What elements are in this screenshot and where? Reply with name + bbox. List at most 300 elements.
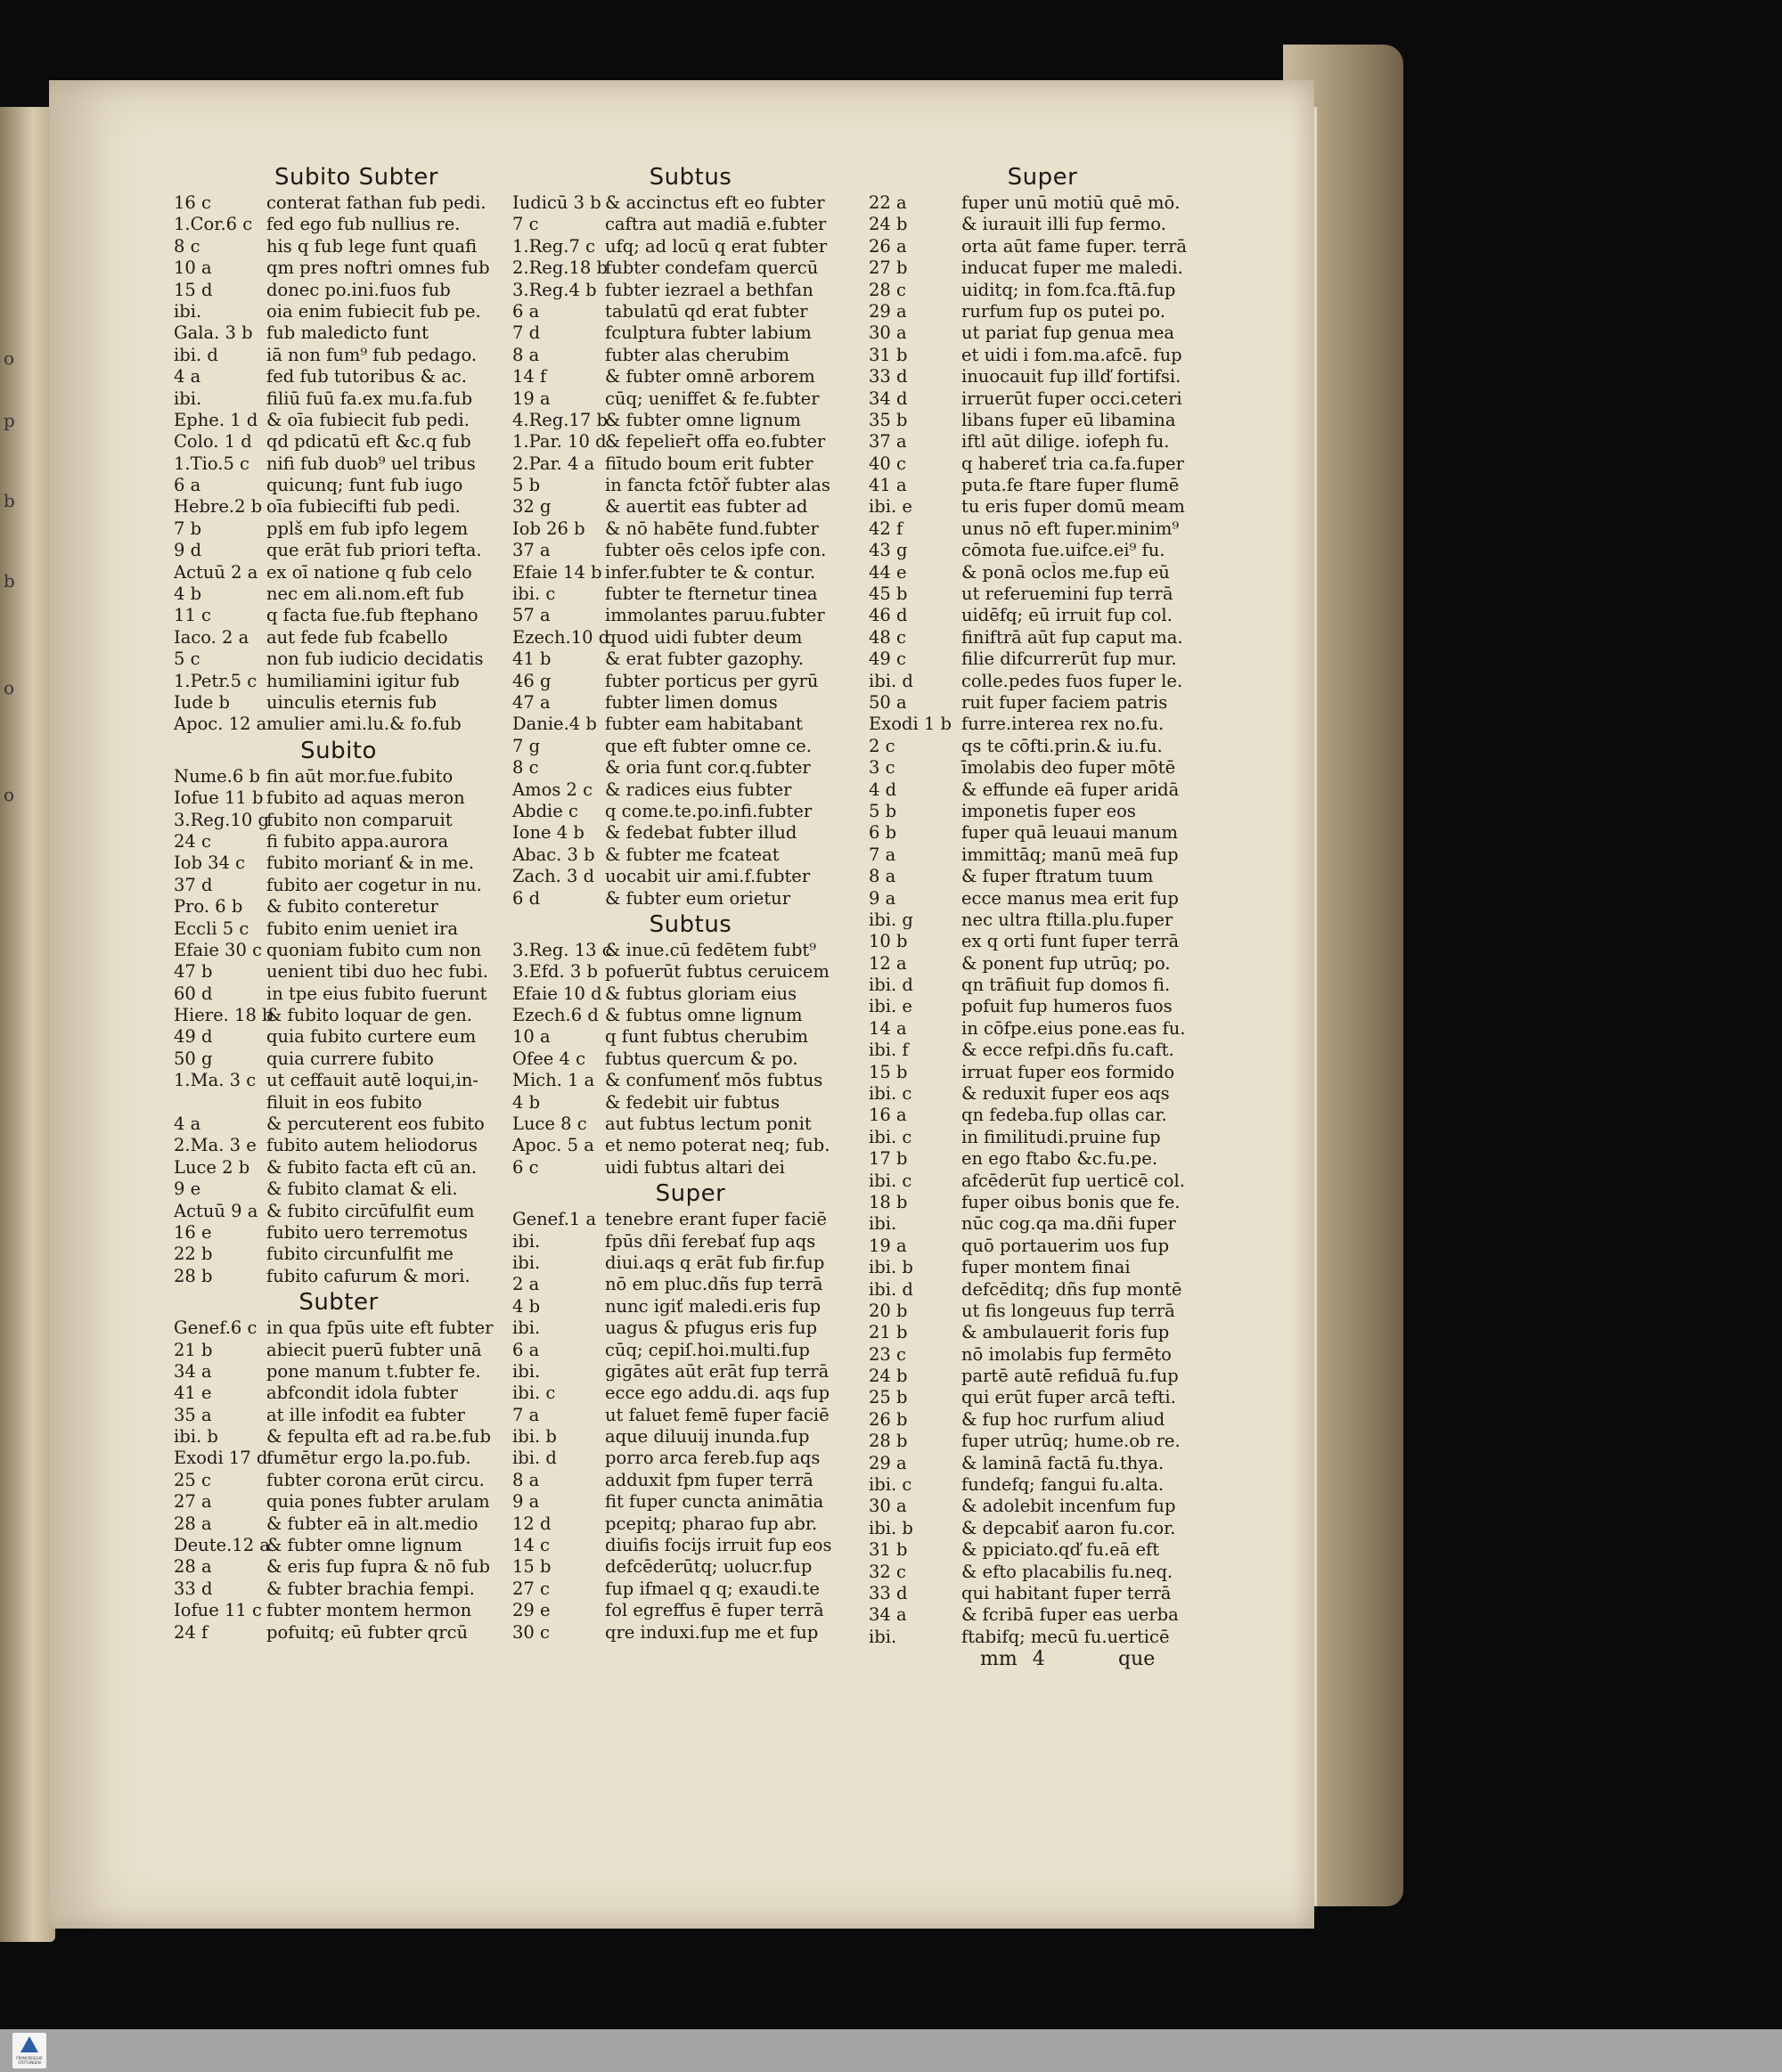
index-entry — [512, 453, 869, 475]
entry-reference: 6 a — [174, 475, 201, 496]
entry-text: ex q orti funt fuper terrā — [961, 931, 1180, 952]
index-entry — [512, 714, 869, 735]
entry-text: & laminā factā fu.thya. — [961, 1452, 1165, 1473]
entry-reference: 6 b — [869, 822, 897, 844]
entry-reference: Hiere. 18 b — [174, 1005, 274, 1026]
entry-reference: Zach. 3 d — [512, 866, 595, 887]
index-entry — [512, 322, 869, 344]
index-entry — [174, 1266, 503, 1287]
entry-reference: 1.Cor.6 c — [174, 214, 253, 235]
entry-reference: 16 e — [174, 1221, 212, 1243]
entry-text: fubter corona erūt circu. — [266, 1469, 485, 1490]
entry-reference: 15 b — [869, 1061, 908, 1082]
index-entry — [869, 1474, 1216, 1496]
entry-reference: 19 a — [512, 387, 551, 409]
index-column-3 — [869, 162, 1216, 1648]
entry-reference: 43 g — [869, 540, 908, 561]
index-entry — [174, 1600, 503, 1621]
index-entry — [869, 736, 1216, 757]
index-entry — [869, 540, 1216, 561]
index-column-1 — [174, 162, 503, 1644]
index-entry — [869, 1344, 1216, 1366]
index-entry — [512, 431, 869, 453]
index-entry — [512, 280, 869, 301]
index-entry — [869, 931, 1216, 952]
entry-text: inuocauit fup illď fortifsi. — [961, 366, 1181, 387]
entry-text: adduxit fpm fuper terrā — [605, 1469, 813, 1490]
entry-text: q facta fue.fub ftephano — [266, 605, 478, 626]
index-entry — [869, 779, 1216, 801]
entry-text: que eft fubter omne ce. — [605, 735, 812, 756]
index-entry — [869, 345, 1216, 366]
section-heading: Subito Subter — [274, 164, 438, 191]
entry-text: & fup hoc rurfum aliud — [961, 1408, 1165, 1430]
entry-reference: 3 c — [869, 757, 895, 779]
entry-reference: ibi. d — [512, 1448, 557, 1469]
entry-reference: 25 b — [869, 1387, 908, 1408]
entry-text: & fubter me fcateat — [605, 844, 780, 865]
entry-reference: 14 c — [512, 1535, 550, 1556]
entry-reference: 49 c — [869, 649, 906, 670]
index-entry — [869, 844, 1216, 866]
index-entry — [174, 692, 503, 714]
entry-reference: 57 a — [512, 605, 551, 626]
index-entry — [174, 301, 503, 322]
entry-text: in fimilitudi.pruine fup — [961, 1126, 1161, 1147]
entry-reference: Hebre.2 b — [174, 496, 263, 518]
viewer-footer — [0, 2029, 1782, 2072]
entry-reference: ibi. c — [512, 1383, 556, 1404]
entry-reference: ibi. f — [869, 1040, 909, 1061]
entry-reference: 31 b — [869, 344, 908, 365]
entry-reference: Iofue 11 c — [174, 1600, 262, 1621]
index-entry — [869, 518, 1216, 540]
entry-reference: Ezech.6 d — [512, 1005, 599, 1026]
entry-text: & depcabiť aaron fu.cor. — [961, 1517, 1176, 1538]
entry-reference: Nume.6 b — [174, 765, 260, 787]
index-entry — [512, 518, 869, 540]
entry-text: ut fis longeuus fup terrā — [961, 1300, 1175, 1321]
index-entry — [869, 1562, 1216, 1583]
entry-reference: 28 a — [174, 1556, 212, 1578]
entry-text: & auertit eas fubter ad — [605, 496, 808, 518]
index-entry — [869, 1496, 1216, 1517]
entry-reference: 5 c — [174, 649, 200, 670]
index-entry — [512, 888, 869, 910]
entry-reference: 7 a — [869, 844, 896, 865]
entry-reference: 47 a — [512, 691, 551, 713]
entry-text: fubtus quercum & po. — [605, 1048, 798, 1069]
entry-reference: 1.Petr.5 c — [174, 670, 257, 691]
entry-reference: 29 a — [869, 1452, 907, 1473]
entry-text: uidēfq; eū irruit fup col. — [961, 605, 1173, 626]
entry-reference: Exodi 17 d — [174, 1448, 268, 1469]
entry-text: fubito aer cogetur in nu. — [266, 874, 482, 895]
entry-text: uagus & pfugus eris fup — [605, 1317, 818, 1339]
index-entry — [174, 1383, 503, 1404]
entry-text: & radices eius fubter — [605, 779, 792, 800]
entry-reference: 7 g — [512, 735, 541, 756]
entry-reference: 4.Reg.17 b — [512, 409, 609, 430]
entry-text: & ecce refpi.dñs fu.caft. — [961, 1040, 1174, 1061]
index-entry — [512, 1048, 869, 1070]
entry-text: qn trāfiuit fup domos fi. — [961, 975, 1171, 996]
entry-text: & fubter omne lignum — [605, 409, 801, 430]
index-entry — [174, 714, 503, 735]
index-entry — [174, 787, 503, 809]
entry-text: quod uidi fubter deum — [605, 626, 803, 648]
entry-text: ftabifq; mecū fu.uerticē — [961, 1626, 1170, 1647]
entry-text: aut fede fub fcabello — [266, 626, 448, 648]
index-entry — [512, 1470, 869, 1491]
index-entry — [869, 1301, 1216, 1322]
index-entry — [174, 366, 503, 387]
entry-text: pone manum t.fubter fe. — [266, 1360, 481, 1382]
entry-text: his q fub lege funt quafi — [266, 235, 478, 257]
entry-text: tu eris fuper domū meam — [961, 496, 1185, 518]
entry-reference: 33 d — [869, 366, 908, 387]
entry-text: fup ifmael q q; exaudi.te — [605, 1578, 820, 1599]
entry-reference: 11 c — [174, 605, 211, 626]
entry-text: iftl aūt dilige. iofeph fu. — [961, 431, 1170, 453]
entry-reference: 37 a — [512, 540, 551, 561]
index-entry — [869, 1236, 1216, 1257]
index-entry — [869, 1518, 1216, 1539]
entry-reference: 8 c — [512, 757, 539, 779]
entry-reference: 10 b — [869, 931, 908, 952]
entry-reference: 46 g — [512, 670, 552, 691]
entry-reference: 37 d — [174, 874, 213, 895]
entry-reference: 26 a — [869, 235, 907, 257]
entry-text: & adolebit incenfum fup — [961, 1496, 1176, 1517]
entry-text: in cōfpe.eius pone.eas fu. — [961, 1017, 1186, 1039]
index-entry — [512, 1448, 869, 1469]
index-entry — [174, 766, 503, 787]
entry-reference: ibi. c — [869, 1083, 912, 1105]
entry-text: nō em pluc.dñs fup terrā — [605, 1274, 823, 1295]
index-entry — [174, 671, 503, 692]
entry-reference: Apoc. 5 a — [512, 1135, 594, 1156]
entry-text: & inue.cū fedētem fubt⁹ — [605, 939, 817, 960]
entry-reference: 1.Reg.7 c — [512, 235, 596, 257]
entry-text: in qua fpūs uite eft fubter — [266, 1317, 494, 1339]
entry-text: & fubito loquar de gen. — [266, 1005, 472, 1026]
entry-text: qd pdicatū eft &c.q fub — [266, 431, 471, 453]
index-entry — [869, 1366, 1216, 1387]
entry-text: & fubito conteretur — [266, 896, 439, 918]
index-entry — [174, 627, 503, 649]
index-entry — [174, 257, 503, 279]
entry-text: qn fedeba.fup ollas car. — [961, 1105, 1167, 1126]
index-entry — [512, 1600, 869, 1621]
margin-fragment: b — [4, 490, 15, 511]
entry-text: humiliamini igitur fub — [266, 670, 460, 691]
entry-reference: 6 a — [512, 1339, 540, 1360]
index-entry — [174, 562, 503, 583]
entry-text: cōmota fue.uifce.ei⁹ fu. — [961, 540, 1165, 561]
entry-text: ecce manus mea erit fup — [961, 887, 1179, 909]
index-entry — [174, 918, 503, 940]
index-entry — [869, 1040, 1216, 1061]
entry-text: colle.pedes fuos fuper le. — [961, 670, 1183, 691]
entry-reference: Genef.1 a — [512, 1209, 597, 1230]
entry-reference: 40 c — [869, 453, 906, 474]
entry-reference: ibi. c — [869, 1170, 912, 1191]
entry-reference: Iofue 11 b — [174, 787, 264, 809]
index-entry — [869, 1431, 1216, 1452]
entry-reference: Genef.6 c — [174, 1317, 257, 1339]
entry-text: & nō habēte fund.fubter — [605, 518, 819, 539]
entry-reference: 22 a — [869, 192, 907, 213]
entry-reference: ibi. — [512, 1252, 541, 1273]
catchword: que — [1118, 1648, 1156, 1670]
index-entry — [512, 757, 869, 779]
index-entry — [869, 1453, 1216, 1474]
index-entry — [512, 866, 869, 887]
index-entry — [869, 1213, 1216, 1235]
index-entry — [512, 1317, 869, 1339]
entry-reference: 16 c — [174, 192, 211, 213]
entry-reference: 34 a — [869, 1604, 907, 1626]
entry-text: et nemo poterat neq; fub. — [605, 1135, 830, 1156]
entry-reference: 10 a — [512, 1026, 551, 1048]
index-entry — [869, 1409, 1216, 1431]
entry-text: fol egreffus ē fuper terrā — [605, 1600, 824, 1621]
entry-reference: 9 a — [512, 1491, 540, 1513]
entry-text: fit fuper cuncta animātia — [605, 1491, 824, 1513]
entry-text: fuper utrūq; hume.ob re. — [961, 1431, 1181, 1452]
entry-reference: 49 d — [174, 1026, 213, 1048]
entry-text: & fubito clamat & eli. — [266, 1179, 458, 1200]
index-entry — [512, 1405, 869, 1426]
entry-text: in fancta fctōř fubter alas — [605, 475, 830, 496]
entry-reference: 35 a — [174, 1404, 212, 1425]
entry-text: tenebre erant fuper faciē — [605, 1209, 827, 1230]
entry-reference: ibi. d — [869, 670, 913, 691]
entry-text: & fubtus omne lignum — [605, 1005, 803, 1026]
index-entry — [869, 1604, 1216, 1626]
entry-reference: 15 d — [174, 279, 213, 300]
entry-reference: 30 a — [869, 322, 907, 344]
index-entry — [174, 1026, 503, 1048]
entry-text: irruerūt fuper occi.ceteri — [961, 387, 1182, 409]
entry-reference: 41 a — [869, 475, 907, 496]
entry-text: & percuterent eos fubito — [266, 1113, 485, 1135]
entry-text: fculptura fubter labium — [605, 322, 812, 344]
index-entry — [869, 801, 1216, 822]
entry-text: qm pres noftri omnes fub — [266, 257, 490, 279]
entry-reference — [174, 1092, 266, 1113]
index-entry — [869, 192, 1216, 214]
entry-text: irruat fuper eos formido — [961, 1061, 1175, 1082]
entry-text: qui habitant fuper terrā — [961, 1583, 1172, 1603]
entry-text: & erat fubter gazophy. — [605, 649, 805, 670]
index-entry — [869, 236, 1216, 257]
index-entry — [174, 1491, 503, 1513]
entry-reference: Pro. 6 b — [174, 896, 243, 918]
index-entry — [869, 953, 1216, 975]
entry-reference: 3.Reg.10 g — [174, 809, 270, 830]
entry-reference: 17 b — [869, 1148, 908, 1170]
margin-fragment: o — [4, 784, 15, 805]
entry-text: fuper montem finai — [961, 1257, 1131, 1278]
entry-reference: Ezech.10 d — [512, 626, 610, 648]
index-entry — [869, 1627, 1216, 1648]
entry-reference: 27 b — [869, 257, 908, 279]
entry-text: pofuerūt fubtus ceruicem — [605, 961, 830, 983]
margin-fragment: b — [4, 570, 15, 591]
entry-reference: 34 d — [869, 387, 908, 409]
entry-text: uocabit uir ami.f.fubter — [605, 866, 811, 887]
entry-text: non fub iudicio decidatis — [266, 649, 484, 670]
entry-reference: ibi. — [512, 1317, 541, 1339]
index-entry — [869, 1387, 1216, 1408]
entry-reference: 47 b — [174, 961, 213, 983]
index-entry — [512, 1535, 869, 1556]
entry-reference: 32 c — [869, 1561, 906, 1582]
entry-text: fubito autem heliodorus — [266, 1135, 478, 1156]
index-entry — [512, 1578, 869, 1600]
entry-reference: 12 a — [869, 952, 907, 974]
entry-reference: 24 b — [869, 1366, 908, 1387]
entry-reference: 7 c — [512, 214, 539, 235]
entry-reference: Deute.12 a — [174, 1535, 270, 1556]
entry-reference: 8 a — [869, 866, 896, 887]
index-entry — [512, 822, 869, 844]
entry-text: fuper unū motiū quē mō. — [961, 192, 1181, 213]
entry-text: en ego ftabo &c.fu.pe. — [961, 1148, 1158, 1170]
entry-reference: ibi. e — [869, 496, 912, 518]
entry-reference: ibi. e — [869, 996, 912, 1017]
index-entry — [869, 1127, 1216, 1148]
entry-reference: 9 a — [869, 887, 896, 909]
entry-reference: 10 a — [174, 257, 212, 279]
index-entry — [869, 431, 1216, 453]
index-entry — [512, 562, 869, 583]
index-entry — [174, 236, 503, 257]
index-entry — [174, 961, 503, 983]
index-entry — [512, 475, 869, 496]
entry-reference: 24 b — [869, 214, 908, 235]
entry-reference: 28 a — [174, 1513, 212, 1534]
index-entry — [174, 1092, 503, 1113]
index-entry — [174, 1426, 503, 1448]
entry-reference: Luce 8 c — [512, 1113, 587, 1135]
index-entry — [869, 301, 1216, 322]
entry-text: oia enim fubiecit fub pe. — [266, 300, 481, 322]
entry-text: aque diluuij inunda.fup — [605, 1426, 810, 1448]
index-entry — [174, 1179, 503, 1200]
index-entry — [869, 1539, 1216, 1561]
index-entry — [512, 1252, 869, 1274]
index-entry — [174, 1361, 503, 1383]
entry-reference: 20 b — [869, 1300, 908, 1321]
entry-text: finiftrā aūt fup caput ma. — [961, 626, 1183, 648]
index-entry — [512, 214, 869, 235]
entry-reference: 4 d — [869, 779, 897, 800]
entry-text: pofuitq; eū fubter qrcū — [266, 1621, 469, 1643]
entry-text: in tpe eius fubito fuerunt — [266, 983, 487, 1004]
index-entry — [869, 996, 1216, 1017]
index-entry — [512, 649, 869, 670]
entry-text: nifi fub duob⁹ uel tribus — [266, 453, 476, 474]
entry-text: fubter oēs celos ipfe con. — [605, 540, 827, 561]
entry-reference: 16 a — [869, 1105, 907, 1126]
index-entry — [512, 1231, 869, 1252]
entry-reference: Efaie 10 d — [512, 983, 602, 1004]
index-entry — [174, 875, 503, 896]
index-entry — [174, 940, 503, 961]
entry-reference: 24 c — [174, 830, 211, 852]
index-entry — [512, 1491, 869, 1513]
entry-reference: 1.Par. 10 d — [512, 431, 607, 453]
index-entry — [869, 496, 1216, 518]
entry-text: & fubter omne lignum — [266, 1535, 462, 1556]
entry-text: & eris fup fupra & nō fub — [266, 1556, 491, 1578]
index-entry — [512, 692, 869, 714]
index-entry — [869, 822, 1216, 844]
entry-reference: ibi. — [869, 1213, 897, 1235]
entry-reference: 27 c — [512, 1578, 550, 1599]
index-entry — [512, 1070, 869, 1091]
index-entry — [174, 1222, 503, 1244]
index-entry — [869, 583, 1216, 605]
entry-reference: 50 g — [174, 1048, 213, 1069]
entry-text: fpūs dñi ferebať fup aqs — [605, 1230, 816, 1252]
entry-text: & fcribā fuper eas uerba — [961, 1604, 1179, 1626]
entry-reference: ibi. — [174, 300, 202, 322]
entry-reference: ibi. c — [512, 583, 556, 605]
entry-text: fubter iezrael a bethfan — [605, 279, 813, 300]
index-entry — [869, 366, 1216, 387]
entry-text: ex oī natione q fub celo — [266, 561, 472, 583]
entry-text: fubito enim ueniet ira — [266, 918, 458, 939]
entry-text: cūq; ueniffet & fe.fubter — [605, 387, 820, 409]
entry-reference: Iudicū 3 b — [512, 192, 601, 213]
entry-text: quicunq; funt fub iugo — [266, 475, 463, 496]
index-entry — [174, 540, 503, 561]
entry-text: & fepelier̄t offa eo.fubter — [605, 431, 826, 453]
entry-text: filuit in eos fubito — [266, 1091, 422, 1113]
entry-text: pcepitq; pharao fup abr. — [605, 1513, 818, 1534]
entry-reference: ibi. — [174, 387, 202, 409]
entry-reference: 21 b — [869, 1322, 908, 1343]
index-entry — [174, 605, 503, 626]
entry-reference: Iob 34 c — [174, 852, 246, 874]
index-entry — [174, 1470, 503, 1491]
entry-text: abfcondit idola fubter — [266, 1383, 458, 1404]
entry-reference: 1.Tio.5 c — [174, 453, 249, 474]
index-entry — [869, 975, 1216, 996]
index-entry — [174, 1244, 503, 1265]
index-entry — [512, 1361, 869, 1383]
library-logo — [12, 2033, 46, 2068]
index-entry — [174, 1513, 503, 1535]
entry-reference: Danie.4 b — [512, 714, 597, 735]
entry-reference: 12 d — [512, 1513, 552, 1534]
entry-reference: 1.Ma. 3 c — [174, 1070, 257, 1091]
entry-reference: 26 b — [869, 1408, 908, 1430]
entry-text: unus nō eft fuper.minim⁹ — [961, 518, 1180, 539]
index-entry — [512, 779, 869, 801]
entry-reference: Colo. 1 d — [174, 431, 252, 453]
entry-text: fubter montem hermon — [266, 1600, 472, 1621]
entry-reference: 3.Efd. 3 b — [512, 961, 599, 983]
index-entry — [174, 1113, 503, 1135]
entry-reference: 2.Reg.18 b — [512, 257, 609, 279]
entry-text: & fubtus gloriam eius — [605, 983, 797, 1004]
entry-reference: ibi. b — [869, 1517, 913, 1538]
